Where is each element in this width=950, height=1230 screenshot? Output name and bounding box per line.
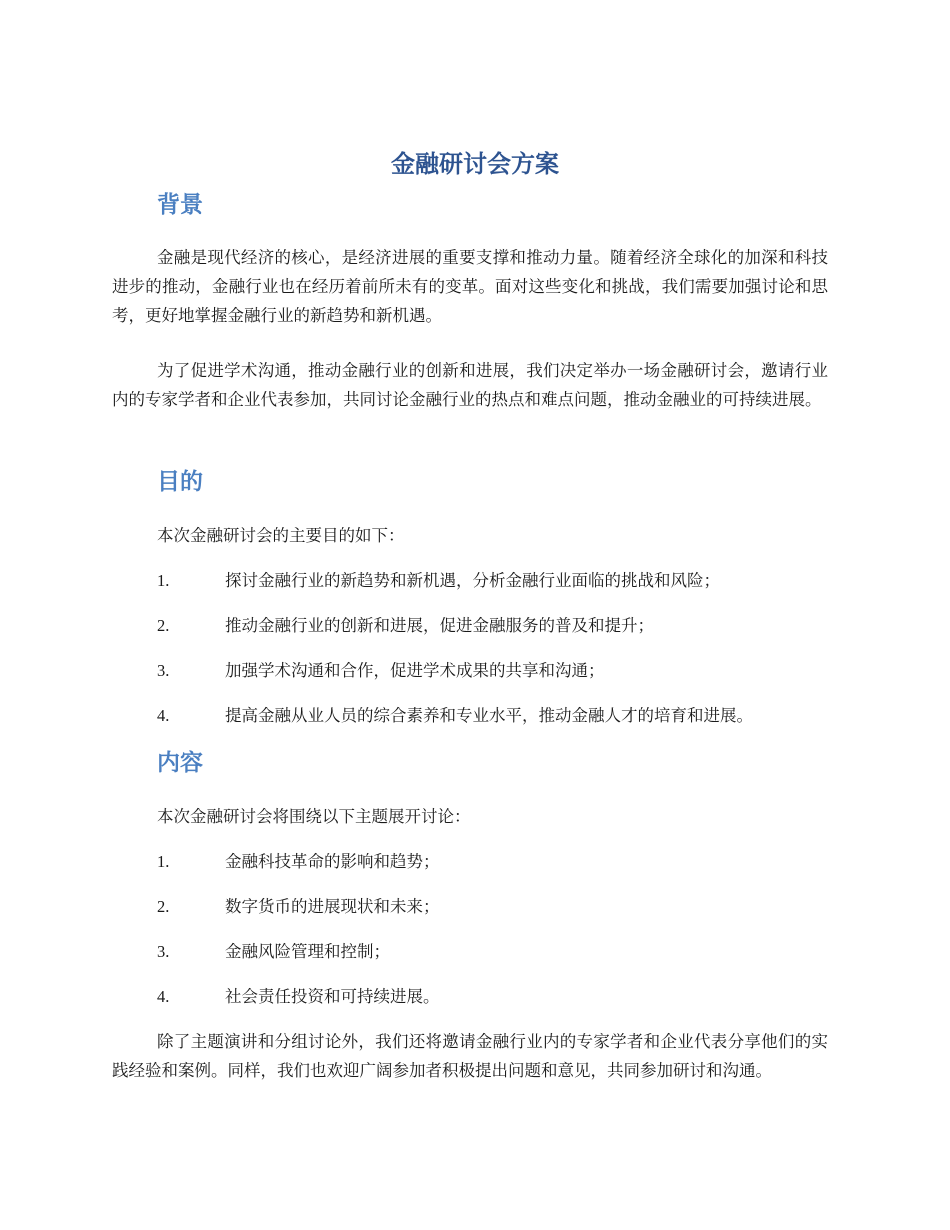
purpose-list-item [157,611,837,640]
list-text: 加强学术沟通和合作，促进学术成果的共享和沟通； [225,661,605,680]
list-number: 3. [157,942,170,961]
purpose-intro: 本次金融研讨会的主要目的如下： [157,526,405,545]
content-intro: 本次金融研讨会将围绕以下主题展开讨论： [157,807,471,826]
list-text: 数字货币的进展现状和未来； [225,897,440,916]
list-text: 社会责任投资和可持续进展。 [225,987,440,1006]
list-text: 提高金融从业人员的综合素养和专业水平，推动金融人才的培育和进展。 [225,706,753,725]
list-number: 3. [157,661,170,680]
section-heading-content: 内容 [157,750,203,776]
purpose-list-item [157,656,837,685]
purpose-list-item [157,701,837,730]
content-list-item [157,937,837,966]
content-list-item [157,982,837,1011]
section-heading-background: 背景 [157,192,203,218]
list-number: 1. [157,571,170,590]
content-list-item [157,892,837,921]
background-paragraph-1: 金融是现代经济的核心，是经济进展的重要支撑和推动力量。随着经济全球化的加深和科技进步的推动，金融行业也在经历着前所未有的变革。面对这些变化和挑战，我们需要加强讨论和思考，更好地掌握金融行业的新趋势和新机遇。 [112,248,828,325]
document-title: 金融研讨会方案 [391,150,559,178]
list-text: 推动金融行业的创新和进展，促进金融服务的普及和提升； [225,616,654,635]
background-paragraph-2: 为了促进学术沟通，推动金融行业的创新和进展，我们决定举办一场金融研讨会，邀请行业内的专家学者和企业代表参加，共同讨论金融行业的热点和难点问题，推动金融业的可持续进展。 [112,361,828,409]
purpose-list-item [157,566,837,595]
list-number: 2. [157,897,170,916]
list-number: 4. [157,706,170,725]
content-list-item [157,847,837,876]
list-number: 2. [157,616,170,635]
list-text: 金融科技革命的影响和趋势； [225,852,440,871]
list-text: 探讨金融行业的新趋势和新机遇，分析金融行业面临的挑战和风险； [225,571,720,590]
list-text: 金融风险管理和控制； [225,942,390,961]
list-number: 1. [157,852,170,871]
section-heading-purpose: 目的 [157,469,203,495]
list-number: 4. [157,987,170,1006]
content-closing-paragraph: 除了主题演讲和分组讨论外，我们还将邀请金融行业内的专家学者和企业代表分享他们的实践经验和案例。同样，我们也欢迎广阔参加者积极提出问题和意见，共同参加研讨和沟通。 [112,1032,828,1080]
